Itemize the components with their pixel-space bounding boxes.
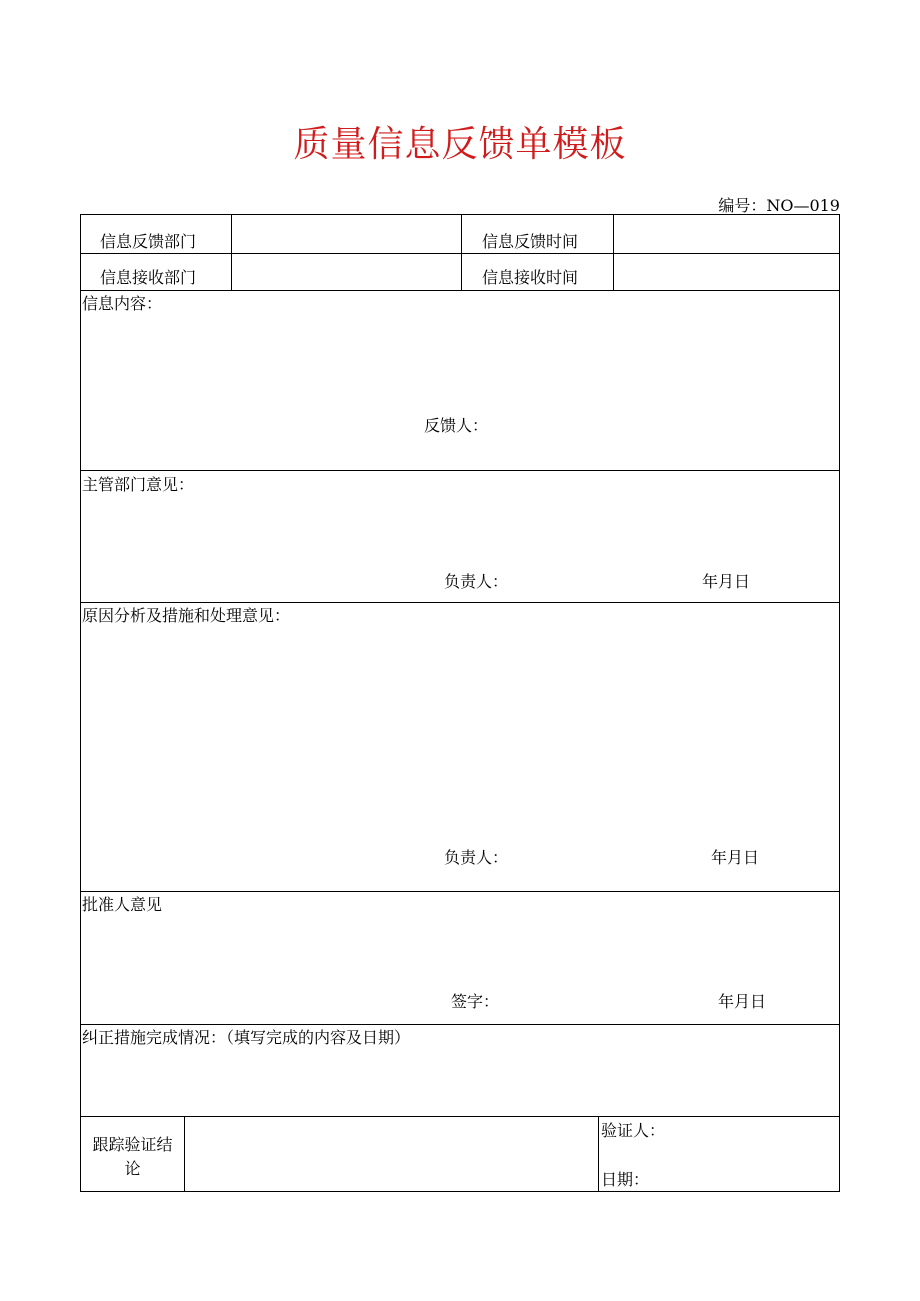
row-divider [81, 891, 839, 892]
page-title: 质量信息反馈单模板 [293, 124, 627, 165]
col-divider [461, 215, 462, 290]
row-divider [81, 290, 839, 291]
cause-analysis-label: 原因分析及措施和处理意见： [82, 606, 291, 625]
row-divider [81, 470, 839, 471]
verify-date-label: 日期： [601, 1170, 650, 1189]
feedback-time-label: 信息反馈时间 [482, 232, 579, 251]
row-divider [81, 602, 839, 603]
receive-dept-label: 信息接收部门 [100, 268, 197, 287]
tracking-label-line1: 跟踪验证结 [92, 1135, 173, 1154]
supervisor-date-label: 年月日 [702, 572, 751, 591]
correction-status-label: 纠正措施完成情况：（填写完成的内容及日期） [82, 1028, 411, 1047]
document-number: 编号：NO—019 [718, 196, 840, 215]
col-divider [598, 1116, 599, 1192]
row-divider [81, 1024, 839, 1025]
feedback-dept-label: 信息反馈部门 [100, 232, 197, 251]
analysis-date-label: 年月日 [711, 848, 760, 867]
approver-signature-label: 签字： [451, 992, 500, 1011]
info-content-label: 信息内容： [82, 294, 163, 313]
receive-time-field[interactable] [614, 254, 838, 289]
tracking-conclusion-field[interactable] [185, 1117, 597, 1191]
feedback-form-table [80, 214, 840, 1192]
feedback-dept-field[interactable] [232, 216, 460, 252]
verifier-label: 验证人： [601, 1121, 666, 1140]
supervisor-responsible-label: 负责人： [444, 572, 509, 591]
receive-dept-field[interactable] [232, 254, 460, 289]
tracking-label-line2: 论 [124, 1159, 141, 1178]
analysis-responsible-label: 负责人： [444, 848, 509, 867]
approver-date-label: 年月日 [718, 992, 767, 1011]
approver-opinion-label: 批准人意见 [82, 895, 163, 914]
receive-time-label: 信息接收时间 [482, 268, 579, 287]
feedback-time-field[interactable] [614, 216, 838, 252]
supervisor-opinion-label: 主管部门意见： [82, 475, 195, 494]
feedback-person-label: 反馈人： [424, 416, 489, 435]
tracking-conclusion-label [81, 1133, 184, 1181]
